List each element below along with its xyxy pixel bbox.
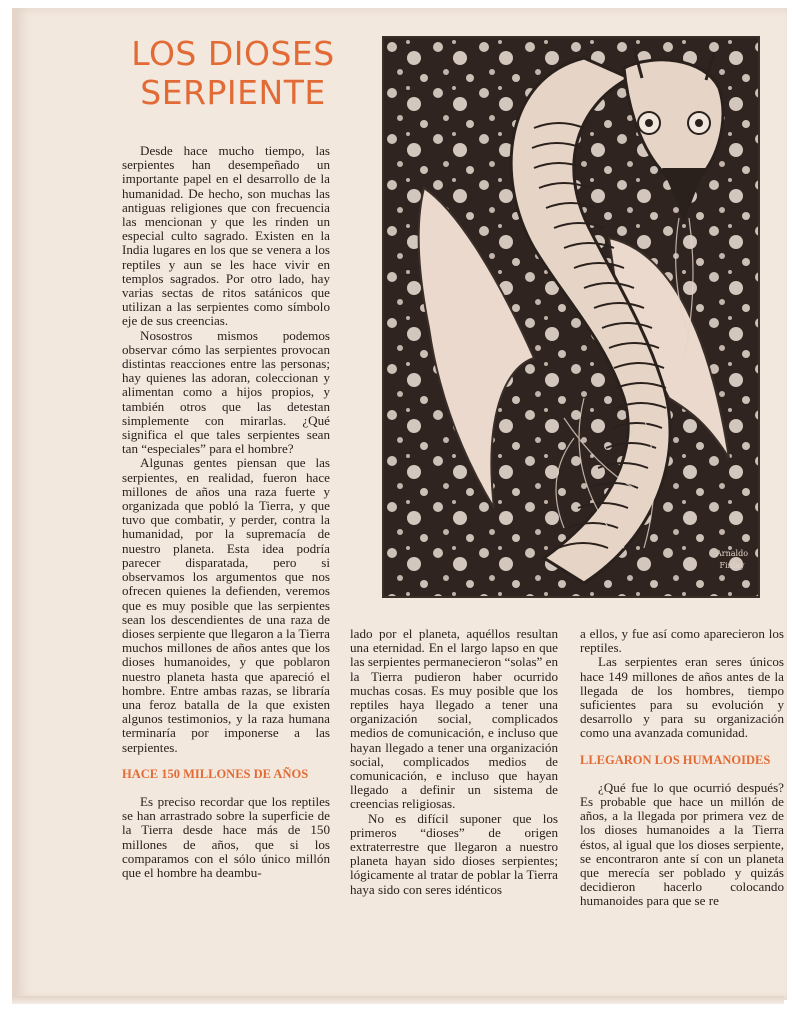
paragraph: Desde hace mucho tiempo, las serpientes han desempeñado un importante papel en el desarrollo de la humanidad. De hecho, son muchas las antiguas religiones que con frecuencia las mencionan y que les rinden un especial culto sagrado. Existen en la India lugares en los que se venera a los reptiles y aun se les hace vivir en templos sagrados. Por otro lado, hay varias sectas de ritos satánicos que utilizan a las serpientes como símbolo eje de sus creencias.	[122, 143, 330, 329]
paragraph: No es difícil suponer que los primeros “dioses” de origen extraterrestre que llegaron a nuestro planeta hayan sido dioses serpientes; lógicamente al tratar de poblar la Tierra haya sido con seres idénticos	[350, 810, 558, 897]
serpent-god-illustration	[382, 36, 760, 598]
paragraph: Algunas gentes piensan que las serpientes, en realidad, fueron hace millones de años una raza fuerte y organizada que pobló la Tierra, y que tuvo que combatir, y perder, contra la humanidad, por la supremacía de nuestro planeta. Esta idea podría parecer disparatada, pero si observamos los argumentos que nos ofrecen quienes la defienden, veremos que es muy posible que las serpientes sean los descendientes de una raza de dioses serpiente que llegaron a la Tierra muchos millones de años antes que los dioses humanoides, y que poblaron nuestro planeta hasta que apareció el hombre. Entre ambas razas, se libraría una feroz batalla de la que existen algunos testimonios, y la raza humana terminaría por imponerse a las serpientes.	[122, 455, 330, 755]
paragraph: a ellos, y fue así como aparecieron los reptiles.	[580, 627, 784, 656]
article-title	[118, 34, 348, 112]
paragraph: Las serpientes eran seres únicos hace 149 millones de años antes de la llegada de los hombres, tiempo suficientes para su evolución y desarrollo y para su organización como una avanzada comunidad.	[580, 654, 784, 741]
artist-signature-2: Finlay	[719, 561, 745, 570]
paragraph: Nosostros mismos podemos observar cómo las serpientes provocan distintas reacciones entre las personas; hay quienes las adoran, coleccionan y alimentan como a hijos propios, y también otros que las detestan simplemente con mirarlas. ¿Qué significa el que tales serpientes sean tan “especiales” para el hombre?	[122, 327, 330, 457]
paragraph: ¿Qué fue lo que ocurrió después? Es probable que hace un millón de años, a la llegada por primera vez de los dioses humanoides a la Tierra éstos, al igual que los dioses serpiente, se encontraron ante sí con un planeta que merecía ser poblado y quizás decidieron hacerlo colocando humanoides para que se re	[580, 779, 784, 909]
title-line-2: SERPIENTE	[140, 73, 326, 112]
section-heading-150-millones: HACE 150 MILLONES DE AÑOS	[122, 766, 309, 781]
page-edge	[12, 996, 784, 1004]
column-3	[580, 627, 784, 909]
column-1	[122, 144, 330, 880]
paragraph: Es preciso recordar que los reptiles se han arrastrado sobre la superficie de la Tierra desde hace más de 150 millones de años, que si los comparamos con el sólo único millón que el hombre ha deambu-	[122, 793, 330, 880]
title-line-1: LOS DIOSES	[131, 34, 335, 73]
section-heading-humanoides: LLEGARON LOS HUMANOIDES	[580, 752, 771, 767]
serpent-artwork	[384, 38, 758, 596]
paragraph: lado por el planeta, aquéllos resultan una eternidad. En el largo lapso en que las serpientes permanecieron “solas” en la Tierra pudieron haber ocurrido muchas cosas. Es muy posible que los reptiles haya llegado a tener una organización social, complicados medios de comunicación, e incluso que hayan llegado a tener una organización social, complicados medios de comunicación, e incluso que hayan llegado a definir un sistema de creencias religiosas.	[350, 626, 558, 812]
column-2	[350, 627, 558, 897]
artist-signature-1: Arnaldo	[715, 549, 749, 558]
